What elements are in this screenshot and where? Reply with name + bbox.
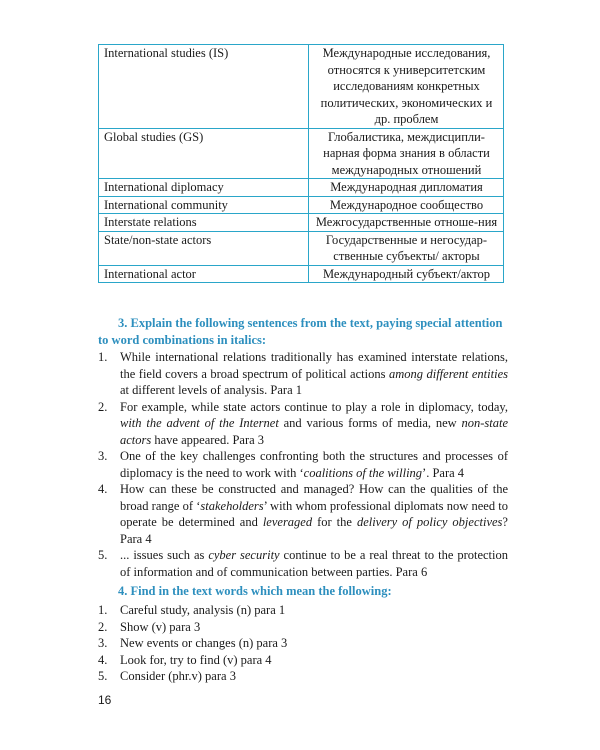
item-text: Consider (phr.v) para 3 xyxy=(120,669,236,683)
vocabulary-row xyxy=(99,265,504,283)
exercise-3-list xyxy=(98,349,508,580)
italic-phrase: leveraged xyxy=(262,515,313,529)
item-text: New events or changes (n) para 3 xyxy=(120,636,288,650)
italic-phrase: non-state actors xyxy=(120,416,508,447)
item-number: 5. xyxy=(98,669,108,683)
exercise-4-heading: 4. Find in the text words which mean the following: xyxy=(118,584,392,598)
term-russian: Государственные и негосудар-ственные субъекты/ акторы xyxy=(309,231,504,265)
sentence-text: have appeared. Para 3 xyxy=(151,432,265,447)
sentence-text: How can these be constructed and managed? How can the qualities of the broad range of ‘ xyxy=(120,482,508,513)
sentence-text: ’ with whom professional diplomats now need to operate be determined and xyxy=(120,498,508,529)
exercise-4-item xyxy=(98,619,508,636)
sentence-text: ? Para 4 xyxy=(120,515,508,546)
vocabulary-row xyxy=(99,179,504,197)
term-english: State/non-state actors xyxy=(99,231,309,265)
sentence-text: for the xyxy=(312,515,357,529)
vocabulary-table xyxy=(98,44,504,283)
sentence-text: ... issues such as xyxy=(120,548,209,562)
item-number: 5. xyxy=(98,548,108,562)
term-english: International studies (IS) xyxy=(99,45,309,129)
vocabulary-row xyxy=(99,45,504,129)
term-english: International actor xyxy=(99,265,309,283)
exercise-4-item xyxy=(98,635,508,652)
term-english: Global studies (GS) xyxy=(99,128,309,179)
italic-phrase: with the advent of the Internet xyxy=(120,416,279,430)
vocabulary-row xyxy=(99,214,504,232)
term-english: Interstate relations xyxy=(99,214,309,232)
page-number: 16 xyxy=(98,693,112,707)
item-text: Careful study, analysis (n) para 1 xyxy=(120,603,286,617)
exercise-3-item xyxy=(98,349,508,399)
italic-phrase: cyber security xyxy=(208,548,280,562)
term-russian: Международное сообщество xyxy=(309,196,504,214)
exercise-3-heading: 3. Explain the following sentences from the text, paying special attention to word combinations in italics: xyxy=(98,316,503,347)
item-text: Show (v) para 3 xyxy=(120,619,201,634)
term-russian: Международная дипломатия xyxy=(309,179,504,197)
exercise-3-item xyxy=(98,481,508,547)
vocabulary-row xyxy=(99,196,504,214)
item-number: 2. xyxy=(98,619,108,634)
italic-phrase: stakeholders xyxy=(200,498,264,513)
sentence-text: For example, while state actors continue to play a role in diplomacy, today, xyxy=(120,399,508,414)
term-russian: Международные исследования, относятся к университетским исследованиям конкретных политических, экономических и др. проблем xyxy=(309,45,504,129)
term-russian: Межгосударственные отноше-ния xyxy=(309,214,504,232)
exercise-4-item xyxy=(98,652,508,669)
exercise-4-item xyxy=(98,668,508,685)
item-number: 1. xyxy=(98,350,108,364)
vocabulary-row xyxy=(99,231,504,265)
term-russian: Глобалистика, междисципли-нарная форма знания в области международных отношений xyxy=(309,128,504,179)
item-number: 3. xyxy=(98,636,108,650)
exercise-4-list xyxy=(98,602,508,685)
vocabulary-table-body xyxy=(99,45,504,283)
sentence-text: at different levels of analysis. Para 1 xyxy=(120,383,303,397)
sentence-text: and various forms of media, new xyxy=(278,416,462,430)
item-number: 4. xyxy=(98,652,108,667)
exercise-3-item xyxy=(98,448,508,481)
exercise-4-item xyxy=(98,602,508,619)
italic-phrase: delivery of policy objectives xyxy=(356,515,503,529)
term-english: International diplomacy xyxy=(99,179,309,197)
sentence-text: ’. Para 4 xyxy=(422,465,465,480)
term-english: International community xyxy=(99,196,309,214)
italic-phrase: among different entities xyxy=(388,366,508,381)
item-number: 2. xyxy=(98,399,108,414)
item-text: Look for, try to find (v) para 4 xyxy=(120,652,272,667)
italic-phrase: coalitions of the willing xyxy=(303,465,423,480)
term-russian: Международный субъект/актор xyxy=(309,265,504,283)
exercise-3-item xyxy=(98,399,508,449)
sentence-text: continue to be a real threat to the protection of information and of communication between parties. Para 6 xyxy=(120,548,508,579)
exercise-3-item xyxy=(98,547,508,580)
item-number: 3. xyxy=(98,449,108,463)
vocabulary-row xyxy=(99,128,504,179)
item-number: 1. xyxy=(98,603,108,617)
sentence-text: One of the key challenges confronting both the structures and processes of diplomacy is the need to work with ‘ xyxy=(120,449,508,480)
sentence-text: While international relations traditionally has examined interstate relations, the field covers a broad spectrum of political actions xyxy=(120,350,508,381)
item-number: 4. xyxy=(98,482,108,496)
